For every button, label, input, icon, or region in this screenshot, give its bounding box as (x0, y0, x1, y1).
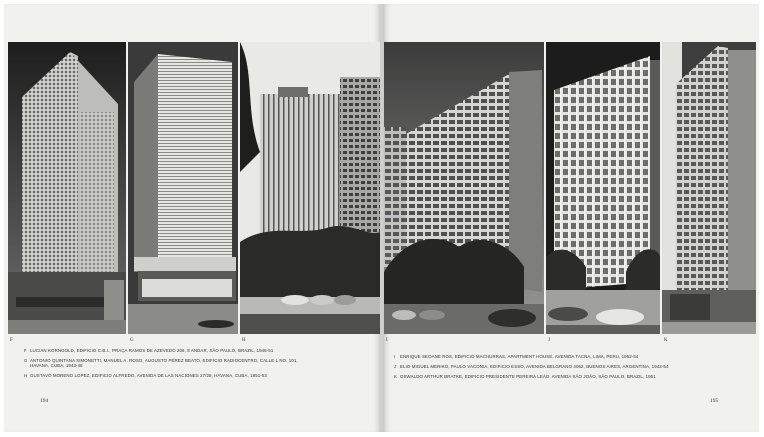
caption-text: LUCIAN KORNGOLD, EDIFICIO C.B.I., PRAÇA RAMOS DE AZEVEDO 206, 8 ANDAR, SÃO PAULO, BRAZIL, 1948-51 (30, 348, 274, 353)
photo-h (240, 42, 380, 334)
caption-letter: K (394, 373, 397, 379)
photo-j (546, 42, 660, 334)
caption-letter: F (24, 348, 27, 353)
photo-k (662, 42, 756, 334)
caption-g-continued (30, 363, 298, 369)
caption-letter: I (394, 354, 396, 359)
caption-k (394, 373, 669, 380)
photo-i (384, 42, 544, 334)
caption-text: OSWALDO ARTHUR BRATKE, EDIFICIO PRESIDENTE PEREIRA LEÃO, AVENIDA SÃO JOÃO, SÃO PAULO, BRAZIL, 1951 (400, 373, 656, 379)
caption-text: GUSTAVO MORENO LOPEZ, EDIFICIO ALFREDO, AVENIDA DE LAS NACIONES 27/28, HAVANA, CUBA, 1951-53 (30, 373, 267, 379)
caption-j (394, 363, 669, 370)
caption-h (24, 373, 298, 379)
figure-letter: H (242, 338, 246, 343)
captions-right (394, 354, 669, 383)
book-gutter (380, 4, 383, 432)
caption-text: ELIO MIGUEL MERIKO, PAULO VACONIA, EDIFICIO ESSO, AVENIDA BELGRANO 4052, BUENOS AIRES, ARGENTINA, 1943-54 (400, 363, 669, 369)
caption-text: ENRIQUE SEOANE ROS, EDIFICIO MACHURRAS, APARTMENT HOUSE, AVENIDA TACNA, LIMA, PERU, 1952-54 (400, 354, 639, 359)
caption-letter: G (24, 357, 28, 363)
photo-f (8, 42, 126, 334)
figure-letter: G (130, 338, 134, 343)
page-number-left: 194 (40, 398, 49, 404)
caption-text: ANTONIO QUINTANA SIMONETTI, MANUEL A. ROSO, AUGUSTO PÉREZ BEATO, EDIFICIO RADIOCENTRO, CALLE L NO. 101, (30, 357, 298, 363)
caption-i (394, 354, 669, 360)
page-number-right: 195 (710, 398, 719, 404)
caption-letter: H (24, 373, 28, 379)
captions-left (24, 348, 298, 383)
figure-letter: J (548, 338, 550, 343)
figure-letter: F (10, 338, 13, 343)
caption-text: HAVANA, CUBA, 1943-48 (30, 363, 83, 369)
caption-letter: J (394, 363, 397, 369)
figure-letter: I (386, 338, 388, 343)
figure-letter: K (664, 338, 668, 343)
caption-f (24, 348, 298, 354)
photo-g (128, 42, 238, 334)
